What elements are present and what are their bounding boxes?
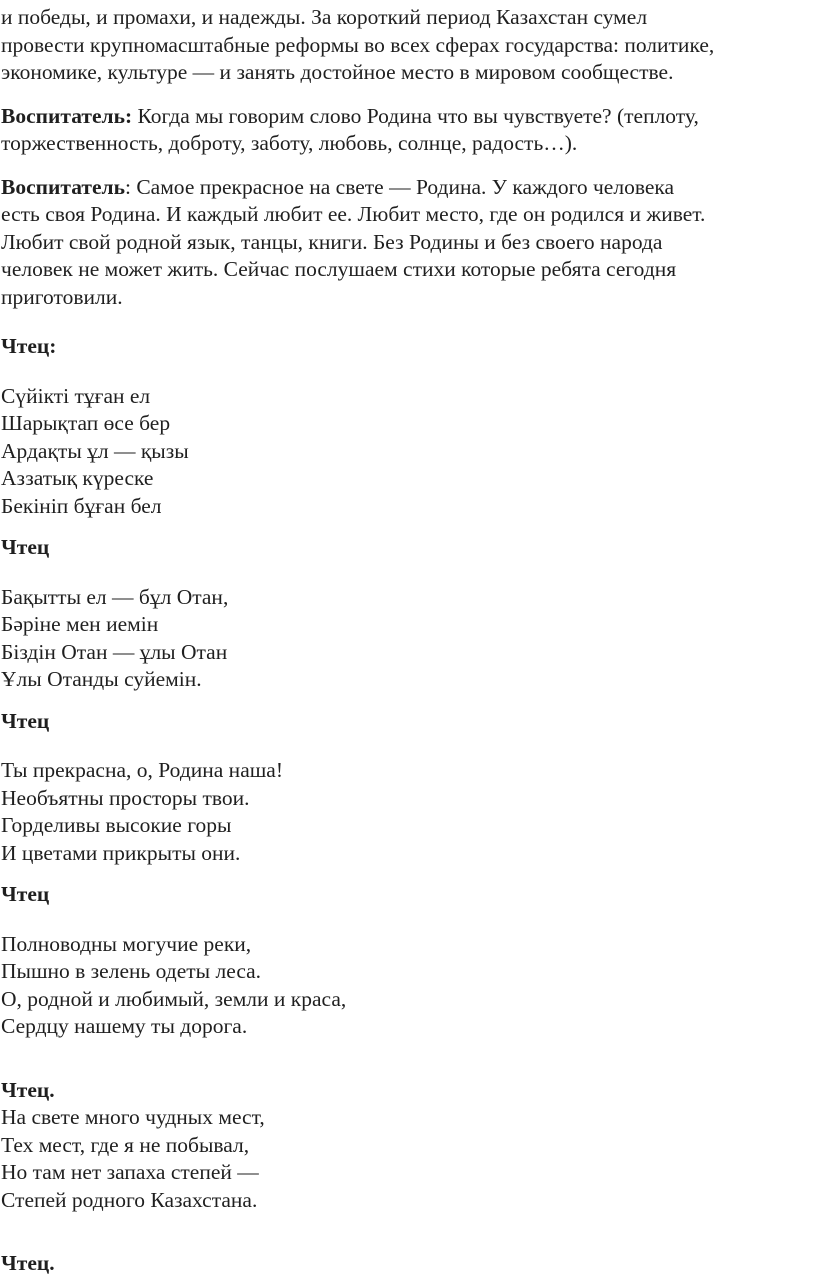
reader-label: Чтец. (1, 1251, 55, 1275)
poem-line: Степей родного Казахстана. (1, 1187, 258, 1212)
text-line: Любит свой родной язык, танцы, книги. Без Родины и без своего народа (1, 229, 663, 254)
poem-line: Бақытты ел — бұл Отан, (1, 584, 229, 609)
poem-stanza (1, 931, 813, 1041)
text-line: человек не может жить. Сейчас послушаем стихи которые ребята сегодня (1, 257, 677, 281)
poem-stanza (1, 1104, 813, 1214)
text-line (1, 103, 813, 131)
poem-line: Но там нет запаха степей — (1, 1160, 259, 1184)
poem-stanza (1, 584, 813, 694)
text-line: есть своя Родина. И каждый любит ее. Любит место, где он родился и живет. (1, 202, 706, 226)
poem-line: Горделивы высокие горы (1, 813, 232, 837)
poem-line: Ұлы Отанды суйемін. (1, 667, 202, 691)
text-line (1, 174, 813, 202)
text-line: и победы, и промахи, и надежды. За короткий период Казахстан сумел (1, 5, 648, 29)
document-page (1, 0, 813, 1278)
poem-stanza (1, 383, 813, 521)
poem-line: Аззатық күреске (1, 466, 154, 490)
reader-label: Чтец (1, 535, 50, 559)
poem-line: Полноводны могучие реки, (1, 931, 252, 956)
poem-line: Бекініп бұған бел (1, 493, 162, 518)
reader-label: Чтец (1, 708, 50, 733)
poem-line: Ты прекрасна, о, Родина наша! (1, 758, 283, 782)
speaker-label: Воспитатель: (1, 103, 133, 128)
poem-line: Необъятны просторы твои. (1, 785, 250, 810)
poem-line: Сердцу нашему ты дорога. (1, 1014, 248, 1038)
text-line: приготовили. (1, 284, 123, 309)
speaker-label: Воспитатель (1, 174, 125, 199)
text-line: провести крупномасштабные реформы во всех сферах государства: политике, (1, 32, 715, 57)
poem-line: Бәріне мен иемін (1, 612, 159, 636)
poem-stanza (1, 757, 813, 867)
poem-line: О, родной и любимый, земли и краса, (1, 986, 347, 1011)
speech-text: : Самое прекрасное на свете — Родина. У каждого человека (124, 174, 675, 199)
poem-line: Сүйікті тұған ел (1, 383, 151, 408)
poem-line: Ардақты ұл — қызы (1, 438, 189, 463)
poem-line: Біздін Отан — ұлы Отан (1, 639, 228, 664)
poem-line: На свете много чудных мест, (1, 1105, 265, 1129)
intro-paragraph (1, 0, 813, 87)
text-line: экономике, культуре — и занять достойное место в мировом сообществе. (1, 60, 674, 84)
teacher-paragraph-1 (1, 103, 813, 158)
poem-line: И цветами прикрыты они. (1, 840, 241, 865)
teacher-paragraph-2 (1, 174, 813, 312)
speech-text: Когда мы говорим слово Родина что вы чувствуете? (теплоту, (132, 103, 699, 128)
poem-line: Пышно в зелень одеты леса. (1, 959, 262, 983)
reader-label: Чтец: (1, 334, 57, 358)
text-line: торжественность, доброту, заботу, любовь, солнце, радость…). (1, 131, 578, 155)
reader-label: Чтец. (1, 1077, 55, 1102)
poem-line: Шарықтап өсе бер (1, 411, 171, 435)
reader-label: Чтец (1, 882, 50, 906)
poem-line: Тех мест, где я не побывал, (1, 1132, 250, 1157)
